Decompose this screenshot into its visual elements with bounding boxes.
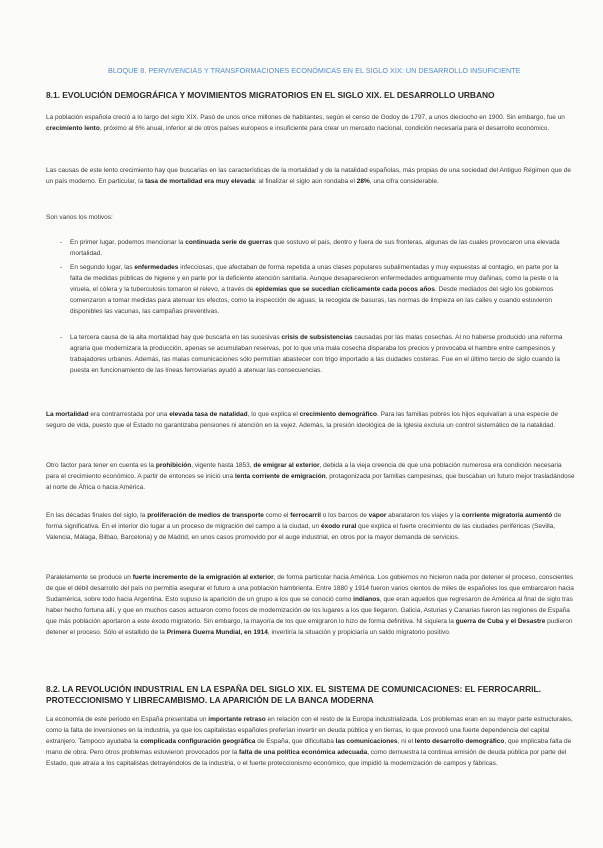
paragraph-motives-intro: Son varios los motivos: bbox=[46, 214, 113, 221]
paragraph-external-emigration: Paralelamente se produce un fuerte incremento de la emigración al exterior, de forma particular hacia América. Los gobiernos no hicieron nada por detener el proceso, conscientes de que el débil desarrollo del país no permitía asegurar el futuro a una población hambrienta. Entre 1880 y 1914 fueron varios cientos de miles de españoles los que embarcaron hacia Sudamérica, sobre todo hacia Argentina. Esto supuso la aparición de un grupo a los que se conoció como indianos, que eran aquellos que regresaron de América al final de siglo tras haber hecho fortuna allí, y que en muchos casos actuaron como focos de modernización de los lugares a los que llegaron. Galicia, Asturias y Canarias fueron las regiones de España que más población aportaron a este éxodo migratorio. Sin embargo, la mayoría de los que emigraron lo hizo de forma definitiva. Ni siquiera la guerra de Cuba y el Desastre pudieron detener el proceso. Sólo el estallido de la Primera Guerra Mundial, en 1914, invertiría la situación y propiciaría un saldo migratorio positivo. bbox=[46, 574, 574, 636]
paragraph-mortality-causes: Las causas de este lento crecimiento hay que buscarlas en las características de la mortalidad y de la natalidad españolas, más propias de una sociedad del Antiguo Régimen que de un país moderno. En particular, la tasa de mortalidad era muy elevada: al finalizar el siglo aún rondaba el 28%, una cifra considerable. bbox=[46, 167, 572, 185]
paragraph-rural-exodus: En las décadas finales del siglo, la proliferación de medios de transporte como el ferrocarril o los barcos de vapor abarataron los viajes y la corriente migratoria aumentó de forma significativa. En el interior dio lugar a un proceso de migración del campo a la ciudad, un éxodo rural que explica el fuerte crecimiento de las ciudades periféricas (Sevilla, Valencia, Málaga, Bilbao, Barcelona) y de Madrid, en unos casos promovido por el auge industrial, en otros por la mayor demanda de servicios. bbox=[46, 512, 562, 541]
paragraph-population-growth: La población española creció a lo largo del siglo XIX. Pasó de unos once millones de habitantes, según el censo de Godoy de 1797, a unos dieciocho en 1900. Sin embargo, fue un crecimiento lento, próximo al 6% anual, inferior al de otros países europeos e insuficiente para crear un mercado nacional, condición necesaria para el desarrollo económico. bbox=[46, 114, 565, 132]
block-title: BLOQUE 8. PERVIVENCIAS Y TRANSFORMACIONES ECONÓMICAS EN EL SIGLO XIX: UN DESARROLLO INSUFICIENTE bbox=[108, 66, 521, 75]
section-1-heading: 8.1. EVOLUCIÓN DEMOGRÁFICA Y MOVIMIENTOS MIGRATORIOS EN EL SIGLO XIX. EL DESARROLLO URBANO bbox=[46, 90, 495, 100]
list-item: - En segundo lugar, las enfermedades infecciosas, que afectaban de forma repetida a unas clases populares subalimentadas y muy expuestas al contagio, en parte por la falta de medidas públicas de higiene y en parte por la deficiente atención sanitaria. Aunque desaparecieron enfermedades antiguamente muy dañinas, como la peste o la viruela, el cólera y la tuberculosis tomaron el relevo, a través de epidemias que se sucedían cíclicamente cada pocos años. Desde mediados del siglo los gobiernos comenzaron a tomar medidas para atenuar los efectos, como la inspección de aguas, la recogida de basuras, las normas de limpieza en las calles y cuando estuvieron disponibles las vacunas, las campañas preventivas. bbox=[60, 264, 559, 315]
section-2-heading: 8.2. LA REVOLUCIÓN INDUSTRIAL EN LA ESPAÑA DEL SIGLO XIX. EL SISTEMA DE COMUNICACIONES: EL FERROCARRIL. PROTECCIONISMO Y LIBRECAMBISMO. LA APARICIÓN DE LA BANCA MODERNA bbox=[46, 684, 541, 705]
paragraph-emigration-ban: Otro factor para tener en cuenta es la prohibición, vigente hasta 1853, de emigrar al exterior, debida a la vieja creencia de que una población numerosa era condición necesaria para el crecimiento económico. A partir de entonces se inició una lenta corriente de emigración, protagonizada por familias campesinas, que buscaban un futuro mejor trasladándose al norte de África o hacia América. bbox=[46, 462, 575, 491]
paragraph-natality: La mortalidad era contrarrestada por una elevada tasa de natalidad, lo que explica el crecimiento demográfico. Para las familias pobres los hijos equivalían a una especie de seguro de vida, puesto que el Estado no garantizaba pensiones ni atención en la vejez. Además, la presión ideológica de la Iglesia excluía un control sistemático de la natalidad. bbox=[46, 411, 558, 429]
list-item: - En primer lugar, podemos mencionar la continuada serie de guerras que sostuvo el país, dentro y fuera de sus fronteras, algunas de las cuales provocaron una elevada mortalidad. bbox=[60, 239, 560, 257]
paragraph-economic-delay: La economía de este periodo en España presentaba un importante retraso en relación con el resto de la Europa industrializada. Los problemas eran en su mayor parte estructurales, como la falta de inversiones en la industria, ya que los capitalistas españoles preferían invertir en deuda pública y en tierras, lo que provocó una fuerte dependencia del capital extranjero. Tampoco ayudaba la complicada configuración geográfica de España, que dificultaba las comunicaciones, ni el lento desarrollo demográfico, que implicaba falta de mano de obra. Pero otros problemas estuvieron provocados por la falta de una política económica adecuada, como demuestra la continua emisión de deuda pública por parte del Estado, que atraía a los capitalistas detrayéndolos de la industria, o el fuerte proteccionismo económico, que impidió la modernización de campos y fábricas. bbox=[46, 716, 573, 767]
list-item: - La tercera causa de la alta mortalidad hay que buscarla en las sucesivas crisis de subsistencias causadas por las malas cosechas. Al no haberse producido una reforma agraria que modernizara la producción, apenas se acumulaban reservas, por lo que una mala cosecha disparaba los precios y provocaba el hambre entre campesinos y trabajadores urbanos. Además, las malas comunicaciones sólo permitían abastecer con trigo importado a las ciudades costeras. Fue en el último tercio de siglo cuando la puesta en funcionamiento de las líneas ferroviarias ayudó a atenuar las consecuencias. bbox=[60, 334, 563, 374]
